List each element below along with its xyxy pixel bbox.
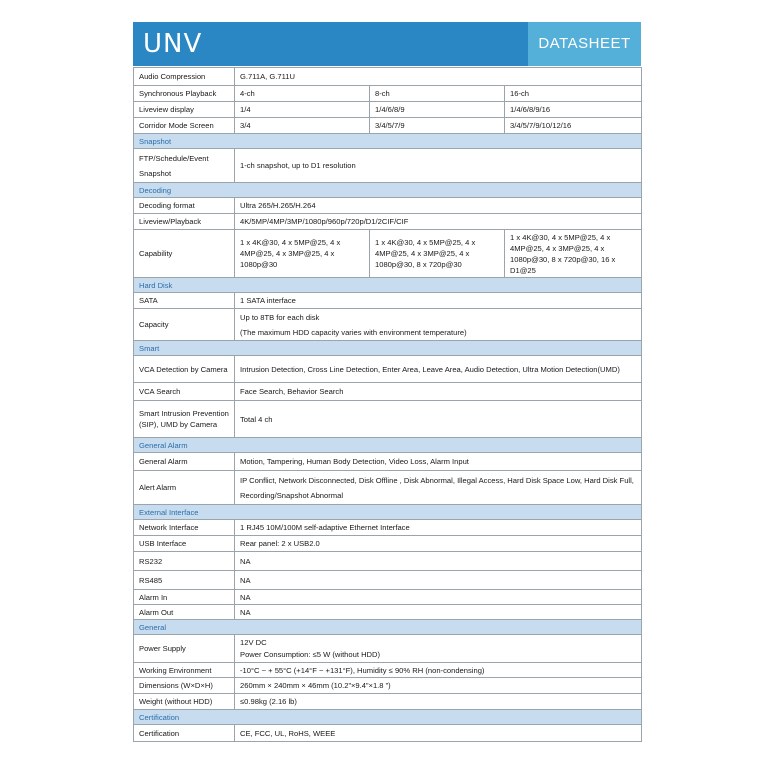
- table-row: [134, 149, 642, 183]
- row-label: FTP/Schedule/Event Snapshot: [134, 149, 235, 183]
- power-line-1: 12V DC: [240, 637, 267, 647]
- table-row: [134, 293, 642, 309]
- row-value: G.711A, G.711U: [235, 68, 642, 86]
- row-label: RS232: [134, 552, 235, 571]
- row-label: Corridor Mode Screen: [134, 118, 235, 134]
- section-header: [134, 438, 642, 453]
- row-label: Alarm In: [134, 590, 235, 605]
- row-value: 1/4/6/8/9/16: [505, 102, 642, 118]
- row-value: 3/4/5/7/9/10/12/16: [505, 118, 642, 134]
- section-header: [134, 620, 642, 635]
- row-label: Certification: [134, 725, 235, 742]
- row-value: ≤0.98kg (2.16 lb): [235, 694, 642, 710]
- row-label: Smart Intrusion Prevention (SIP), UMD by Camera: [134, 401, 235, 438]
- row-value: 1 x 4K@30, 4 x 5MP@25, 4 x 4MP@25, 4 x 3MP@25, 4 x 1080p@30, 8 x 720p@30, 16 x D1@25: [505, 230, 642, 278]
- row-label: Dimensions (W×D×H): [134, 678, 235, 694]
- row-value: 8-ch: [370, 86, 505, 102]
- row-value: 1 x 4K@30, 4 x 5MP@25, 4 x 4MP@25, 4 x 3MP@25, 4 x 1080p@30: [235, 230, 370, 278]
- row-value: [235, 309, 642, 341]
- row-label: Capability: [134, 230, 235, 278]
- row-label: Liveview display: [134, 102, 235, 118]
- row-label: Alarm Out: [134, 605, 235, 620]
- row-value: 3/4/5/7/9: [370, 118, 505, 134]
- table-row: [134, 663, 642, 678]
- table-row: [134, 590, 642, 605]
- section-header: [134, 278, 642, 293]
- row-value: 1-ch snapshot, up to D1 resolution: [235, 149, 642, 183]
- row-label: USB Interface: [134, 536, 235, 552]
- table-row: [134, 401, 642, 438]
- row-value: NA: [235, 571, 642, 590]
- row-value: Intrusion Detection, Cross Line Detection, Enter Area, Leave Area, Audio Detection, Ultra Motion Detection(UMD): [235, 356, 642, 383]
- row-value: 4K/5MP/4MP/3MP/1080p/960p/720p/D1/2CIF/CIF: [235, 214, 642, 230]
- table-row: [134, 536, 642, 552]
- section-header: [134, 341, 642, 356]
- row-value: Face Search, Behavior Search: [235, 383, 642, 401]
- row-label: Alert Alarm: [134, 471, 235, 505]
- table-row: [134, 230, 642, 278]
- section-title: Smart: [134, 341, 642, 356]
- datasheet-label: DATASHEET: [528, 22, 641, 66]
- table-row: [134, 605, 642, 620]
- row-label: VCA Search: [134, 383, 235, 401]
- capacity-line-1: Up to 8TB for each disk: [240, 312, 320, 322]
- section-header: [134, 134, 642, 149]
- row-value: 1/4/6/8/9: [370, 102, 505, 118]
- table-row: [134, 383, 642, 401]
- power-line-2: Power Consumption: ≤5 W (without HDD): [240, 649, 381, 659]
- row-value: NA: [235, 552, 642, 571]
- table-row: [134, 694, 642, 710]
- table-row: [134, 68, 642, 86]
- row-label: VCA Detection by Camera: [134, 356, 235, 383]
- table-row: [134, 725, 642, 742]
- row-value: 1 x 4K@30, 4 x 5MP@25, 4 x 4MP@25, 4 x 3MP@25, 4 x 1080p@30, 8 x 720p@30: [370, 230, 505, 278]
- table-row: [134, 86, 642, 102]
- row-value: 16-ch: [505, 86, 642, 102]
- table-row: [134, 552, 642, 571]
- section-title: External Interface: [134, 505, 642, 520]
- row-value: NA: [235, 590, 642, 605]
- table-row: [134, 635, 642, 663]
- unv-logo: UNV: [143, 29, 203, 59]
- row-value: CE, FCC, UL, RoHS, WEEE: [235, 725, 642, 742]
- section-header: [134, 183, 642, 198]
- row-label: Audio Compression: [134, 68, 235, 86]
- table-row: [134, 198, 642, 214]
- table-row: [134, 356, 642, 383]
- table-row: [134, 678, 642, 694]
- table-row: [134, 571, 642, 590]
- row-label: Capacity: [134, 309, 235, 341]
- table-row: [134, 102, 642, 118]
- row-label: Decoding format: [134, 198, 235, 214]
- row-value: 1/4: [235, 102, 370, 118]
- datasheet-page: [133, 22, 641, 747]
- row-value: 1 SATA interface: [235, 293, 642, 309]
- row-label: RS485: [134, 571, 235, 590]
- section-title: Decoding: [134, 183, 642, 198]
- section-title: Certification: [134, 710, 642, 725]
- row-value: NA: [235, 605, 642, 620]
- table-row: [134, 214, 642, 230]
- row-value: -10°C ~ + 55°C (+14°F ~ +131°F), Humidity ≤ 90% RH (non-condensing): [235, 663, 642, 678]
- row-label: SATA: [134, 293, 235, 309]
- row-label: Synchronous Playback: [134, 86, 235, 102]
- section-title: General Alarm: [134, 438, 642, 453]
- section-title: Snapshot: [134, 134, 642, 149]
- row-value: 1 RJ45 10M/100M self-adaptive Ethernet Interface: [235, 520, 642, 536]
- section-title: Hard Disk: [134, 278, 642, 293]
- row-label: Network Interface: [134, 520, 235, 536]
- table-row: [134, 520, 642, 536]
- row-label: General Alarm: [134, 453, 235, 471]
- row-label: Power Supply: [134, 635, 235, 663]
- table-row: [134, 471, 642, 505]
- row-label: Liveview/Playback: [134, 214, 235, 230]
- row-value: Ultra 265/H.265/H.264: [235, 198, 642, 214]
- row-value: Total 4 ch: [235, 401, 642, 438]
- row-value: 260mm × 240mm × 46mm (10.2”×9.4”×1.8 ”): [235, 678, 642, 694]
- section-header: [134, 505, 642, 520]
- row-value: Motion, Tampering, Human Body Detection, Video Loss, Alarm Input: [235, 453, 642, 471]
- row-value: 4-ch: [235, 86, 370, 102]
- table-row: [134, 118, 642, 134]
- table-row: [134, 309, 642, 341]
- row-label: Weight (without HDD): [134, 694, 235, 710]
- row-value: [235, 635, 642, 663]
- row-value: Rear panel: 2 x USB2.0: [235, 536, 642, 552]
- capacity-line-2: (The maximum HDD capacity varies with environment temperature): [240, 327, 467, 337]
- table-row: [134, 453, 642, 471]
- header-bar: [133, 22, 641, 66]
- row-label: Working Environment: [134, 663, 235, 678]
- section-header: [134, 710, 642, 725]
- section-title: General: [134, 620, 642, 635]
- row-value: 3/4: [235, 118, 370, 134]
- row-value: IP Conflict, Network Disconnected, Disk Offline , Disk Abnormal, Illegal Access, Hard Disk Space Low, Hard Disk Full, Recording/Snapshot Abnormal: [235, 471, 642, 505]
- spec-table: [133, 67, 642, 742]
